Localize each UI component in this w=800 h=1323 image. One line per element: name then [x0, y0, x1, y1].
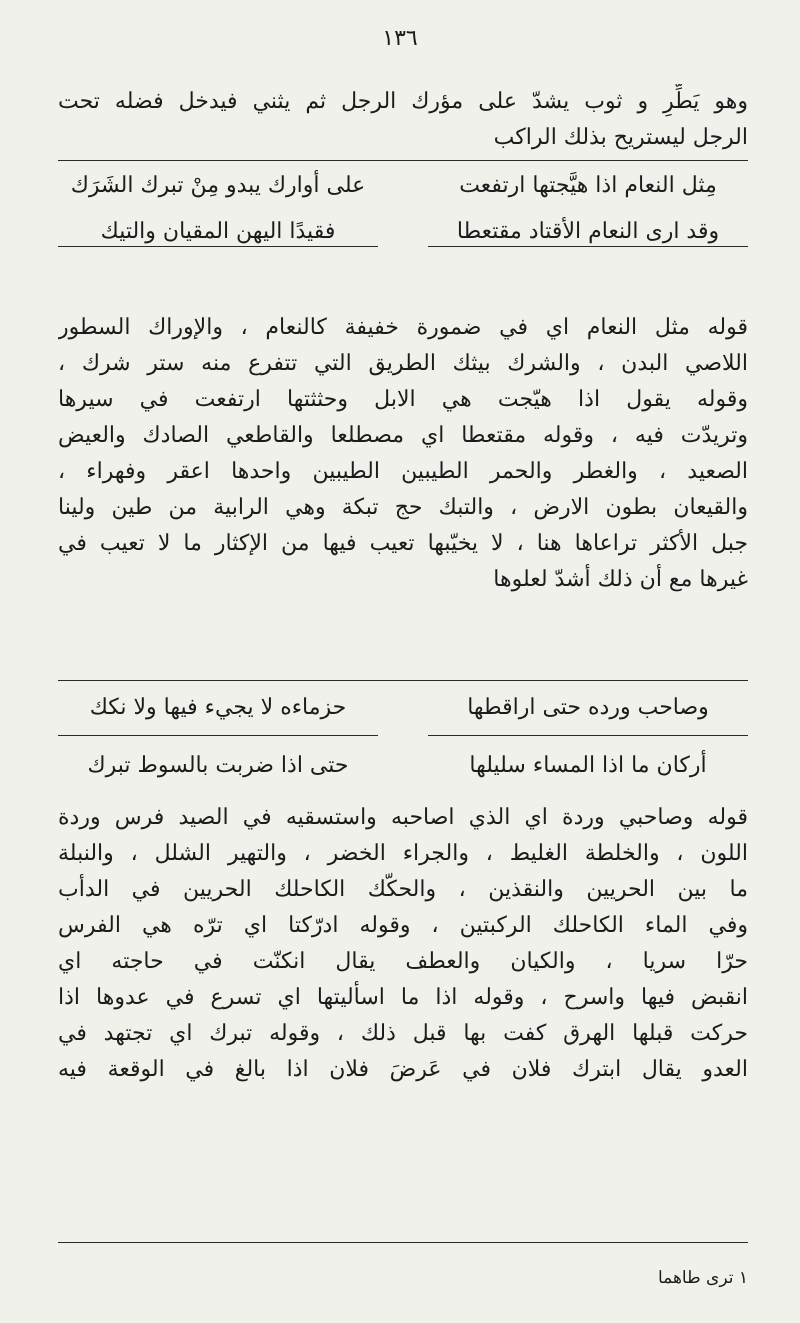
intro-block [58, 84, 748, 156]
prose-line: ما بين الحريين والنقذين ، والحكّك الكاحلك الحريين في الدأب [58, 877, 748, 902]
verse-block [58, 166, 748, 252]
page-number: ١٣٦ [382, 26, 418, 51]
verse-second-hemistich: على أوارك يبدو مِنْ تبرك الشَرَك [70, 173, 366, 198]
verse-first-hemistich: وقد ارى النعام الأقتاد مقتعطا [456, 219, 720, 244]
verse-first-hemistich: وصاحب ورده حتى اراقطها [467, 695, 709, 720]
verse-row [58, 166, 748, 206]
verse-row [58, 746, 748, 786]
prose-line: قوله مثل النعام اي في ضمورة خفيفة كالنعام ، والإوراك السطور [58, 315, 748, 340]
prose-line: وهو يَطِّرِ و ثوب يشدّ على مؤرك الرجل ثم يثني فيدخل فضله تحت [58, 89, 748, 114]
footnote: ١ ترى طاهما [657, 1268, 748, 1288]
footnote-rule [58, 1242, 748, 1243]
prose-line: انقبض فيها واسرح ، وقوله اذا ما اسأليتها اي تسرع في عدوها اذا [58, 985, 748, 1010]
commentary-block [58, 800, 748, 1088]
prose-line: اللاصي البدن ، والشرك بيثك الطريق التي تتفرع منه ستر شرك ، [58, 351, 748, 376]
hemistich-rule [58, 735, 378, 736]
verse-first-hemistich: مِثل النعام اذا هيَّجتها ارتفعت [459, 173, 717, 198]
verse-first-hemistich: أركان ما اذا المساء سليلها [469, 753, 707, 778]
hemistich-rule [428, 735, 748, 736]
prose-line: والقيعان بطون الارض ، والتبك حج تبكة وهي الرابية من طين ولينا [58, 495, 748, 520]
prose-line: وقوله يقول اذا هيّجت هي الابل وحثثتها ارتفعت في سيرها [58, 387, 748, 412]
verse-block [58, 688, 748, 786]
prose-line: وتريدّت فيه ، وقوله مقتعطا اي مصطلعا والقاطعي الصادك والعيض [58, 423, 748, 448]
verse-second-hemistich: حزماءه لا يجيء فيها ولا نكك [89, 695, 347, 720]
prose-line: قوله وصاحبي وردة اي الذي اصاحبه واستسقيه في الصيد فرس وردة [58, 805, 748, 830]
verse-row [58, 688, 748, 728]
separator-rule [58, 160, 748, 161]
verse-second-hemistich: حتى اذا ضربت بالسوط تبرك [87, 753, 349, 778]
prose-line: جبل الأكثر تراعاها هنا ، لا يخيّبها تعيب فيها من الإكثار ما لا تعيب في [58, 531, 748, 556]
prose-line: الصعيد ، والغطر والحمر الطيبين الطيبين واحدها اعقر وفهراء ، [58, 459, 748, 484]
prose-line: حركت قبلها الهرق كفت بها قبل ذلك ، وقوله تبرك اي تجتهد في [58, 1021, 748, 1046]
prose-line: اللون ، والخلطة الغليط ، والجراء الخضر ، والتهير الشلل ، والنبلة [58, 841, 748, 866]
commentary-block [58, 310, 748, 598]
prose-line: حرّا سريا ، والكيان والعطف يقال انكنّت في حاجته اي [58, 949, 748, 974]
prose-line: العدو يقال ابترك فلان في عَرضَ فلان اذا بالغ في الوقعة فيه [58, 1057, 748, 1082]
hemistich-rule [58, 246, 378, 247]
prose-line: وفي الماء الكاحلك الركبتين ، وقوله ادرّكتا اي ترّه هي الفرس [58, 913, 748, 938]
verse-second-hemistich: فقيدًا اليهن المقيان والتيك [100, 219, 336, 244]
separator-rule [58, 680, 748, 681]
hemistich-rule [428, 246, 748, 247]
prose-line: غيرها مع أن ذلك أشدّ لعلوها [493, 567, 748, 592]
prose-line: الرجل ليستريح بذلك الراكب [493, 125, 748, 150]
